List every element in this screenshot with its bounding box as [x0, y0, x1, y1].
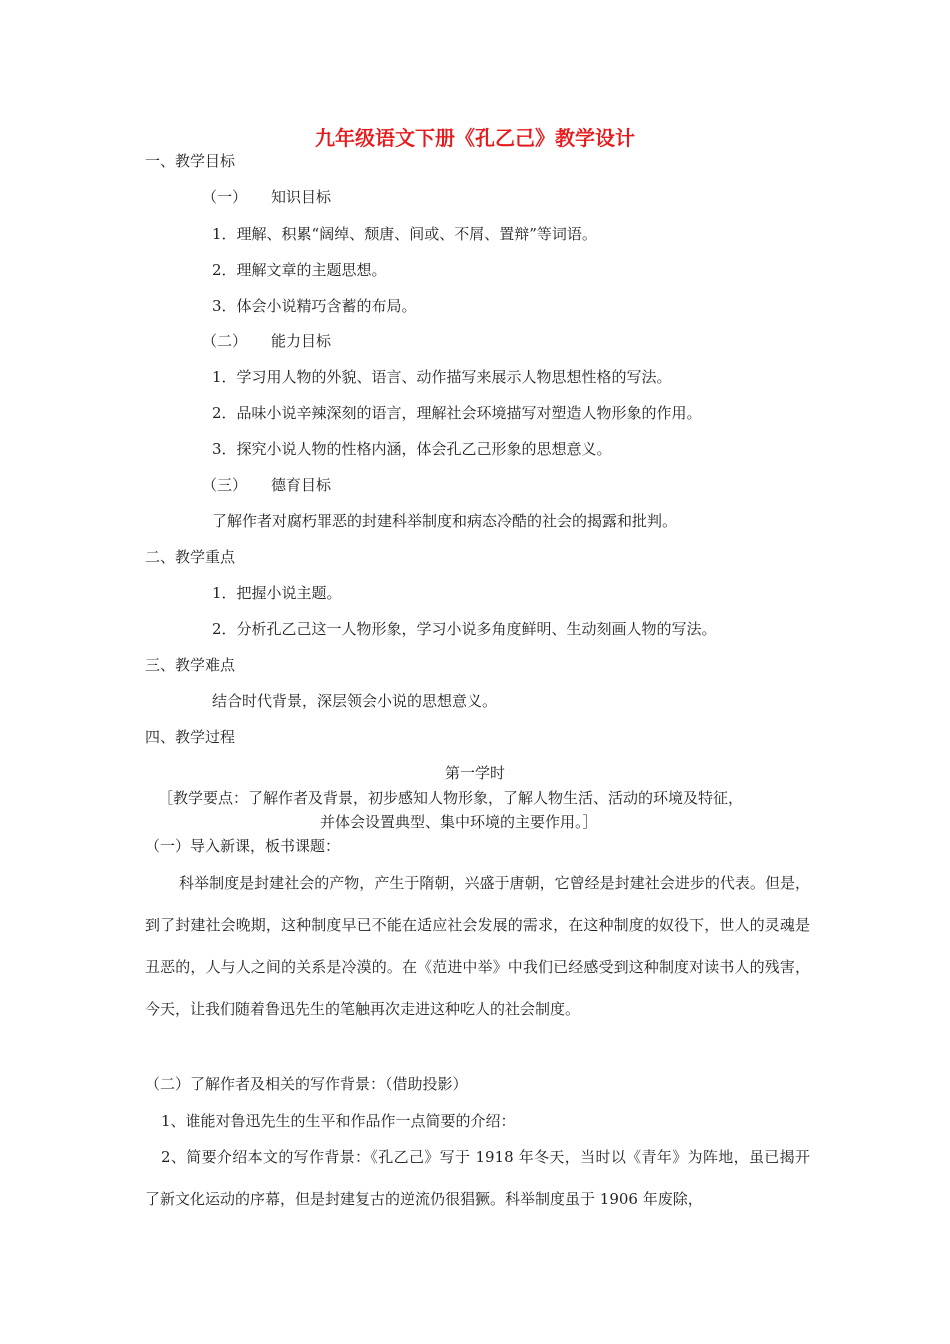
difficulty-text: 结合时代背景，深层领会小说的思想意义。 — [212, 692, 498, 710]
section-heading-teaching-process: 四、教学过程 — [145, 728, 236, 746]
ability-item-2: 2．品味小说辛辣深刻的语言，理解社会环境描写对塑造人物形象的作用。 — [212, 404, 702, 422]
subsection-label: 知识目标 — [271, 188, 332, 206]
knowledge-item-2: 2．理解文章的主题思想。 — [212, 261, 387, 279]
subsection-knowledge-goals — [202, 187, 331, 207]
step-heading-author-background: （二）了解作者及相关的写作背景：（借助投影） — [145, 1075, 468, 1093]
ability-item-1: 1．学习用人物的外貌、语言、动作描写来展示人物思想性格的写法。 — [212, 368, 672, 386]
knowledge-item-1: 1．理解、积累“阔绰、颓唐、间或、不屑、置辩”等词语。 — [212, 225, 597, 243]
section-heading-teaching-difficulty: 三、教学难点 — [145, 656, 236, 674]
introduction-paragraph — [145, 862, 810, 1030]
lesson-key-points-line-1: ［教学要点：了解作者及背景，初步感知人物形象，了解人物生活、活动的环境及特征， — [158, 789, 744, 807]
introduction-paragraph-text: 科举制度是封建社会的产物，产生于隋朝，兴盛于唐朝，它曾经是封建社会进步的代表。但是，到了封建社会晚期，这种制度早已不能在适应社会发展的需求，在这种制度的奴役下，世人的灵魂是丑恶的，人与人之间的关系是冷漠的。在《范进中举》中我们已经感受到这种制度对读书人的残害，今天，让我们随着鲁迅先生的笔触再次走进这种吃人的社会制度。 — [145, 874, 810, 1018]
background-question-2 — [145, 1136, 810, 1220]
subsection-label: 德育目标 — [271, 476, 332, 494]
focus-item-1: 1．把握小说主题。 — [212, 584, 342, 602]
lesson-key-points-line-2: 并体会设置典型、集中环境的主要作用。］ — [320, 813, 598, 831]
focus-item-2: 2．分析孔乙己这一人物形象，学习小说多角度鲜明、生动刻画人物的写法。 — [212, 620, 717, 638]
background-question-2-text: 2、简要介绍本文的写作背景：《孔乙己》写于 1918 年冬天，当时以《青年》为阵地，虽已揭开了新文化运动的序幕，但是封建复古的逆流仍很猖獗。科举制度虽于 1906 年废除， — [145, 1148, 810, 1208]
subsection-number: （三） — [202, 476, 248, 494]
subsection-moral-goals — [202, 475, 331, 495]
subsection-number: （二） — [202, 332, 248, 350]
subsection-label: 能力目标 — [271, 332, 332, 350]
step-heading-introduction: （一）导入新课，板书课题： — [145, 837, 341, 855]
section-heading-teaching-focus: 二、教学重点 — [145, 548, 236, 566]
section-heading-teaching-goals: 一、教学目标 — [145, 152, 236, 170]
subsection-ability-goals — [202, 331, 331, 351]
background-question-1: 1、谁能对鲁迅先生的生平和作品作一点简要的介绍： — [161, 1112, 516, 1130]
knowledge-item-3: 3．体会小说精巧含蓄的布局。 — [212, 297, 417, 315]
lesson-heading: 第一学时 — [444, 764, 505, 782]
moral-goal-text: 了解作者对腐朽罪恶的封建科举制度和病态冷酷的社会的揭露和批判。 — [212, 512, 678, 530]
document-title: 九年级语文下册《孔乙己》教学设计 — [315, 126, 635, 150]
subsection-number: （一） — [202, 188, 248, 206]
ability-item-3: 3．探究小说人物的性格内涵，体会孔乙己形象的思想意义。 — [212, 440, 612, 458]
